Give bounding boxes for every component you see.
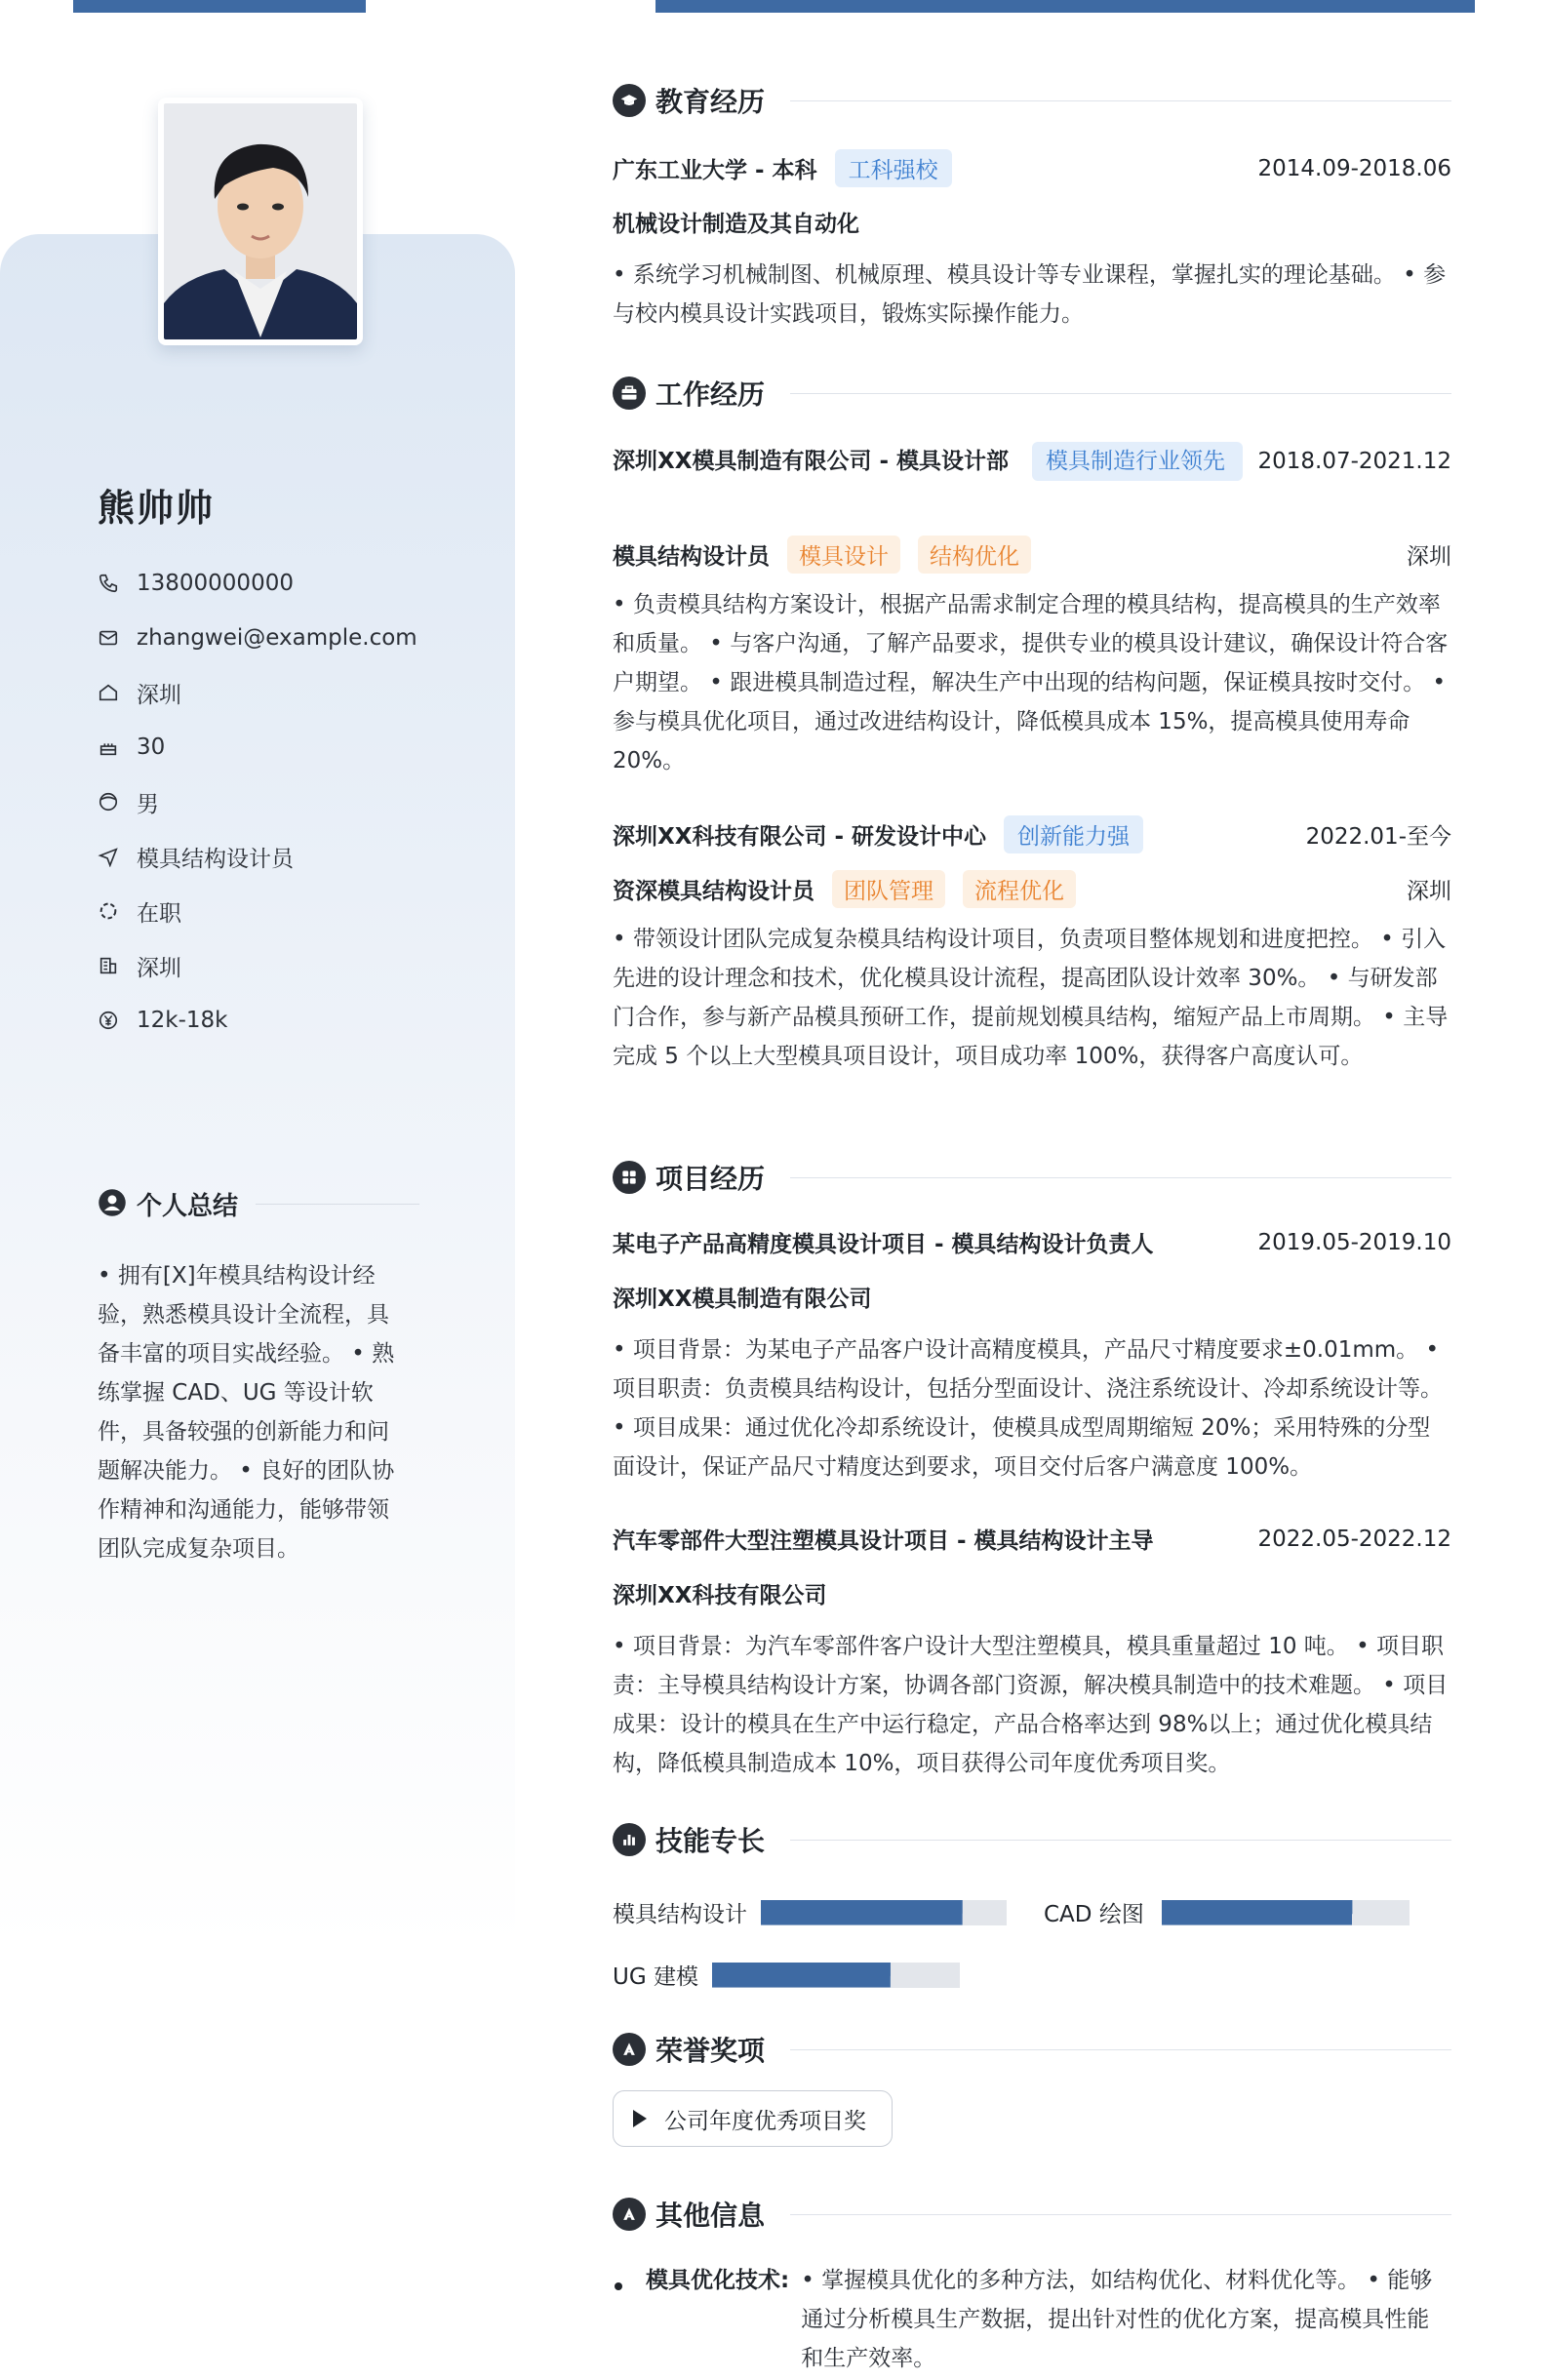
- projects-title: 项目经历: [655, 1163, 766, 1195]
- profile-photo: [158, 98, 363, 345]
- project-1-desc: • 项目背景：为某电子产品客户设计高精度模具，产品尺寸精度要求±0.01mm。 • 项目职责：负责模具结构设计，包括分型面设计、浇注系统设计、冷却系统设计等。 • 项目成果：通过优化冷却系统设计，使模具成型周期缩短 20%；采用特殊的分型面设计，保证产品尺寸精度达到要求，项目交付后客户满意度 100%。: [613, 1337, 1443, 1480]
- section-awards: [613, 2030, 1451, 2069]
- award-item[interactable]: [613, 2090, 893, 2147]
- skill-3-name: UG 建模: [613, 1964, 698, 1990]
- skill-2-fill: [1162, 1900, 1353, 1925]
- divider: [790, 100, 1451, 101]
- skill-1-fill: [761, 1900, 963, 1925]
- section-work: [613, 374, 1451, 413]
- summary-heading: [98, 1186, 419, 1222]
- divider: [790, 2214, 1451, 2215]
- portrait-illustration: [164, 103, 357, 339]
- job-2-period: 2022.01-至今: [1305, 824, 1451, 850]
- top-accent-bar-right: [655, 0, 1475, 13]
- face-icon: [98, 791, 119, 813]
- award-item-label: 公司年度优秀项目奖: [664, 2108, 866, 2134]
- briefcase-icon: [613, 377, 646, 410]
- other-title: 其他信息: [655, 2200, 766, 2232]
- skill-2-name: CAD 绘图: [1044, 1902, 1144, 1927]
- divider: [790, 1840, 1451, 1841]
- section-skills: [613, 1820, 1451, 1859]
- job-2-tag-1: 团队管理: [832, 870, 945, 908]
- medal-icon: [613, 2033, 646, 2066]
- chart-icon: [613, 1823, 646, 1856]
- project-2-company-row: [613, 1577, 1451, 1609]
- skills-title: 技能专长: [655, 1825, 766, 1857]
- job-1-desc: • 负责模具结构方案设计，根据产品需求制定合理的模具结构，提高模具的生产效率和质量。 • 与客户沟通，了解产品要求，提供专业的模具设计建议，确保设计符合客户期望。 • 跟进模具制造过程，解决生产中出现的结构问题，保证模具按时交付。 • 参与模具优化项目，通过改进结构设计，降低模具成本 15%，提高模具使用寿命 20%。: [613, 592, 1449, 774]
- divider: [256, 1204, 419, 1205]
- building-icon: [98, 955, 119, 976]
- job-2-role-row: [613, 870, 1451, 908]
- job-1-period: 2018.07-2021.12: [1257, 449, 1451, 474]
- grid-icon: [613, 1161, 646, 1194]
- divider: [790, 2049, 1451, 2050]
- info-age: [98, 720, 417, 774]
- info-position: [98, 829, 417, 884]
- job-2-tag-2: 流程优化: [963, 870, 1076, 908]
- skill-3-fill: [712, 1963, 891, 1988]
- divider: [790, 393, 1451, 394]
- gender-text: 男: [137, 791, 159, 817]
- section-other: [613, 2195, 1451, 2234]
- position-text: 模具结构设计员: [137, 846, 294, 872]
- play-icon: [633, 2110, 647, 2127]
- job-2-role: 资深模具结构设计员: [613, 879, 814, 904]
- location-text: 深圳: [137, 682, 181, 708]
- job-2-city: 深圳: [1407, 879, 1451, 904]
- job-1-tag: 模具制造行业领先: [1032, 442, 1243, 481]
- education-header-row: [613, 149, 1451, 187]
- project-1-name: 某电子产品高精度模具设计项目 - 模具结构设计负责人: [613, 1232, 1154, 1257]
- project-1-header: [613, 1226, 1451, 1258]
- bullet-dot: [615, 2282, 622, 2290]
- job-2-header: [613, 815, 1451, 853]
- awards-title: 荣誉奖项: [655, 2035, 766, 2067]
- job-1-header: [613, 442, 1451, 481]
- avatar: [164, 103, 357, 339]
- info-gender: [98, 774, 417, 829]
- send-icon: [98, 846, 119, 867]
- project-2-name: 汽车零部件大型注塑模具设计项目 - 模具结构设计主导: [613, 1528, 1154, 1554]
- project-2-desc: • 项目背景：为汽车零部件客户设计大型注塑模具，模具重量超过 10 吨。 • 项目职责：主导模具结构设计方案，协调各部门资源，解决模具制造中的技术难题。 • 项目成果：设计的模具在生产中运行稳定，产品合格率达到 98%以上；通过优化模具结构，降低模具制造成本 10%，项目获得公司年度优秀项目奖。: [613, 1634, 1449, 1776]
- other-item-label: 模具优化技术:: [646, 2268, 790, 2293]
- info-salary: [98, 993, 417, 1048]
- job-1-role-row: [613, 536, 1451, 574]
- cake-icon: [98, 736, 119, 758]
- section-education: [613, 81, 1451, 120]
- work-title: 工作经历: [655, 378, 766, 411]
- mail-icon: [98, 627, 119, 649]
- home-icon: [98, 682, 119, 703]
- job-1-role: 模具结构设计员: [613, 544, 770, 570]
- education-desc: • 系统学习机械制图、机械原理、模具设计等专业课程，掌握扎实的理论基础。 • 参与校内模具设计实践项目，锻炼实际操作能力。: [613, 262, 1447, 327]
- contact-info-list: [98, 556, 417, 1048]
- job-1-tag-1: 模具设计: [787, 536, 900, 574]
- skill-1-bar: [761, 1900, 1007, 1925]
- status-text: 在职: [137, 900, 181, 927]
- info-email: [98, 611, 417, 665]
- info-phone: [98, 556, 417, 611]
- other-item: [613, 2261, 1451, 2378]
- info-status: [98, 884, 417, 938]
- email-text: zhangwei@example.com: [137, 625, 417, 651]
- education-title: 教育经历: [655, 86, 766, 118]
- graduation-cap-icon: [613, 84, 646, 117]
- project-1-company-row: [613, 1281, 1451, 1313]
- candidate-name: 熊帅帅: [98, 487, 216, 530]
- skill-1-name: 模具结构设计: [613, 1902, 747, 1927]
- skill-3-bar: [712, 1963, 960, 1988]
- education-period: 2014.09-2018.06: [1257, 155, 1451, 181]
- project-2-header: [613, 1523, 1451, 1555]
- user-circle-icon: [98, 1188, 127, 1221]
- info-icon: [613, 2198, 646, 2231]
- major: 机械设计制造及其自动化: [613, 212, 859, 237]
- job-2-company: 深圳XX科技有限公司 - 研发设计中心: [613, 824, 987, 850]
- info-location: [98, 665, 417, 720]
- info-city: [98, 938, 417, 993]
- project-2-company: 深圳XX科技有限公司: [613, 1583, 827, 1608]
- divider: [790, 1177, 1451, 1178]
- project-1-company: 深圳XX模具制造有限公司: [613, 1287, 872, 1312]
- summary-title: 个人总结: [137, 1192, 239, 1221]
- job-1-tag-2: 结构优化: [918, 536, 1031, 574]
- project-1-period: 2019.05-2019.10: [1257, 1229, 1451, 1255]
- project-2-period: 2022.05-2022.12: [1257, 1526, 1451, 1552]
- job-1-company: 深圳XX模具制造有限公司 - 模具设计部: [613, 449, 1010, 474]
- summary-text: • 拥有[X]年模具结构设计经验，熟悉模具设计全流程，具备丰富的项目实战经验。 • 熟练掌握 CAD、UG 等设计软件，具备较强的创新能力和问题解决能力。 • 良好的团队协作精神和沟通能力，能够带领团队完成复杂项目。: [98, 1263, 395, 1562]
- education-major-row: [613, 206, 1451, 238]
- job-2-desc: • 带领设计团队完成复杂模具结构设计项目，负责项目整体规划和进度把控。 • 引入先进的设计理念和技术，优化模具设计流程，提高团队设计效率 30%。 • 与研发部门合作，参与新产品模具预研工作，提前规划模具结构，缩短产品上市周期。 • 主导完成 5 个以上大型模具项目设计，项目成功率 100%，获得客户高度认可。: [613, 927, 1449, 1069]
- salary-text: 12k-18k: [137, 1008, 228, 1033]
- phone-text: 13800000000: [137, 571, 294, 596]
- city-text: 深圳: [137, 955, 181, 981]
- yen-icon: [98, 1010, 119, 1031]
- job-2-tag: 创新能力强: [1004, 815, 1143, 853]
- skill-2-bar: [1162, 1900, 1410, 1925]
- school-name: 广东工业大学 - 本科: [613, 158, 817, 183]
- phone-icon: [98, 573, 119, 594]
- skill-2: [1044, 1896, 1410, 1928]
- skill-3: [613, 1959, 960, 1991]
- section-projects: [613, 1158, 1451, 1197]
- school-tag: 工科强校: [835, 149, 952, 187]
- age-text: 30: [137, 734, 166, 760]
- job-1-city: 深圳: [1407, 544, 1451, 570]
- other-item-value: • 掌握模具优化的多种方法，如结构优化、材料优化等。 • 能够通过分析模具生产数据，提出针对性的优化方案，提高模具性能和生产效率。: [801, 2268, 1433, 2371]
- loading-icon: [98, 900, 119, 922]
- skill-1: [613, 1896, 1007, 1928]
- top-accent-bar-left: [73, 0, 366, 13]
